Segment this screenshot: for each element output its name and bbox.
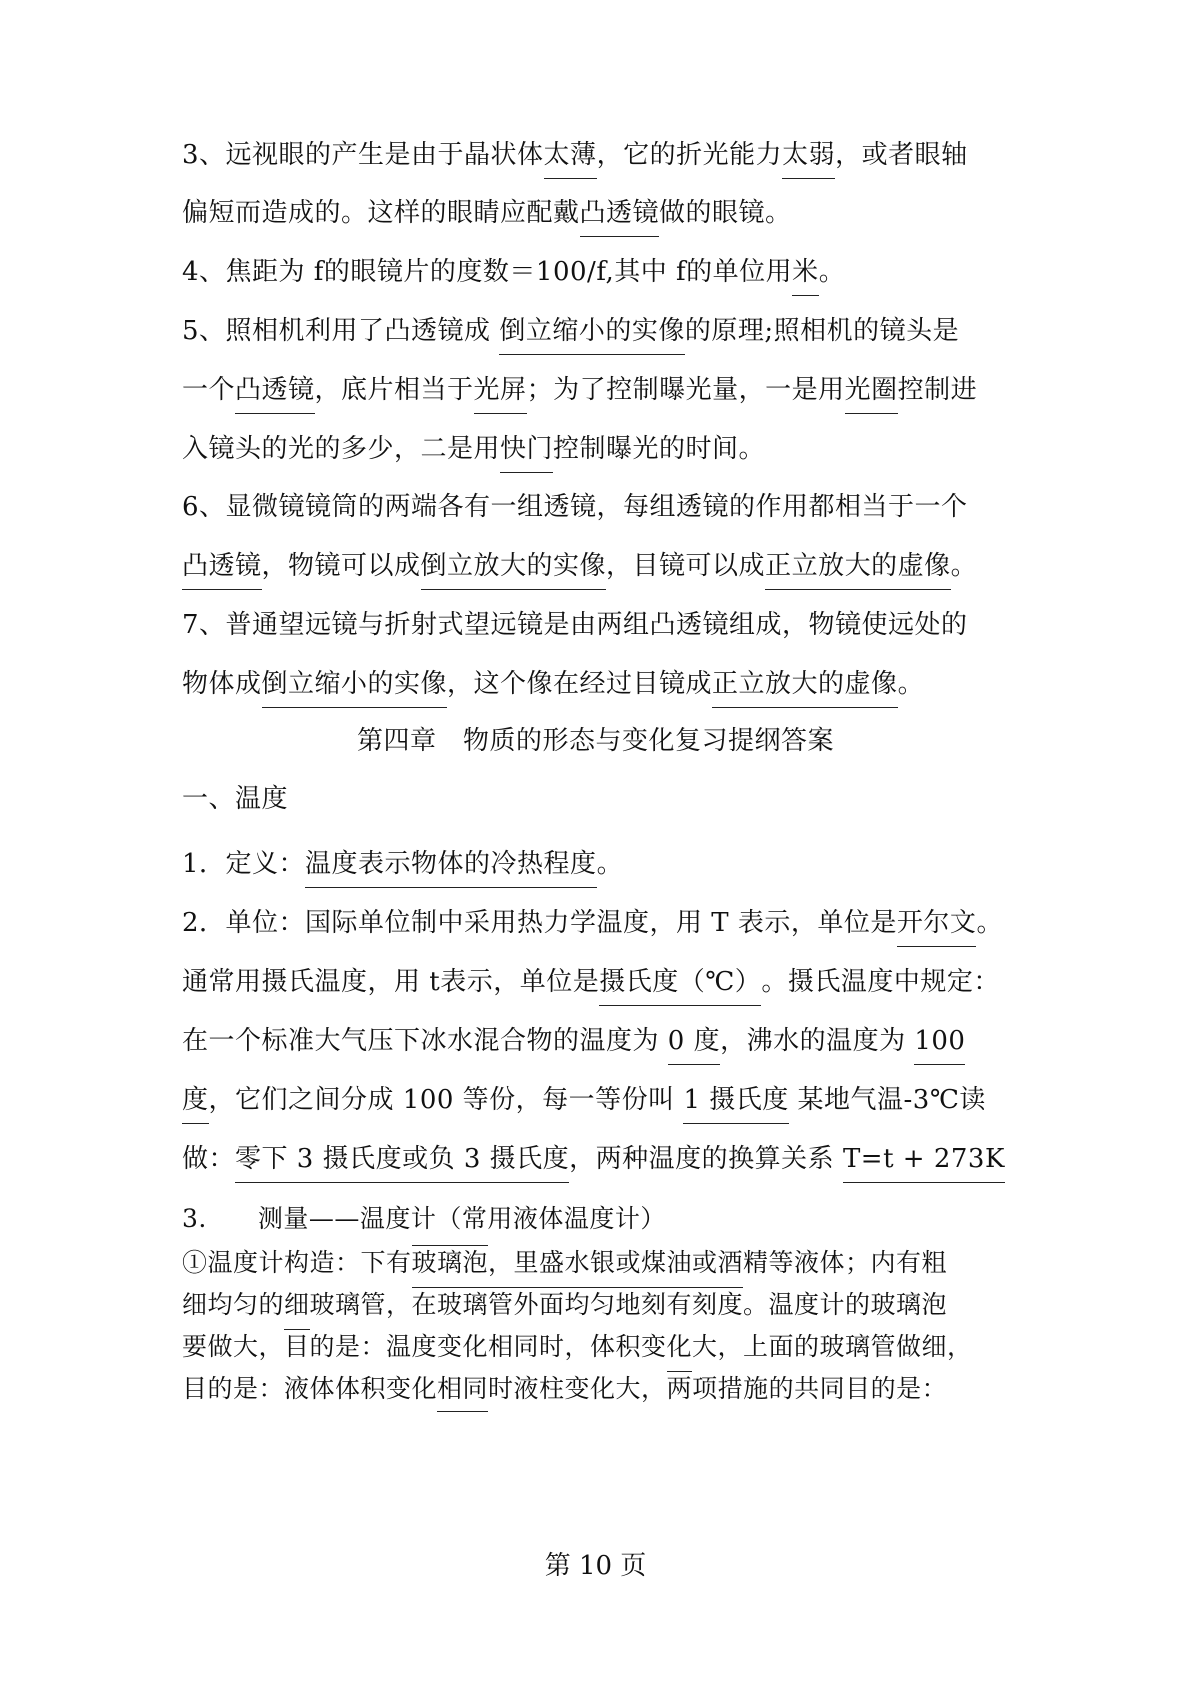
text: ，或者眼轴 — [835, 140, 968, 170]
text: ，两种温度的换算关系 — [569, 1144, 843, 1174]
thermometer-line-4 — [182, 1371, 947, 1412]
answer-blank: 倒立缩小的实像 — [262, 667, 448, 708]
overlined-text: 玻璃泡 — [412, 1245, 489, 1279]
answer-blank: 光屏 — [474, 373, 527, 414]
text: 要做大， — [182, 1332, 285, 1361]
text: ；为了控制曝光量，一是用 — [526, 375, 845, 405]
overlined-text: 均匀地刻有刻度 — [565, 1287, 744, 1321]
answer-blank: 凸透镜 — [235, 373, 315, 414]
section-heading: 一、温度 — [182, 784, 289, 814]
answer-blank: 凸透镜 — [182, 549, 262, 590]
unit-line-2 — [182, 965, 1000, 1006]
text: 5、照相机利用了凸透镜成 — [182, 316, 500, 346]
text: 细均匀的细玻璃管， — [182, 1290, 412, 1319]
answer-blank: 太弱 — [782, 138, 835, 179]
answer-blank: 开尔文 — [897, 906, 977, 947]
thermometer-line-1 — [182, 1245, 947, 1279]
answer-blank: 太薄 — [544, 138, 597, 179]
item-5-line-1 — [182, 314, 959, 355]
measure-heading: 3. 测量——温度计（常用液体温度计） — [182, 1204, 666, 1233]
overlined-text: 目 — [284, 1329, 310, 1363]
text: 。 — [897, 669, 925, 699]
unit-line-1 — [182, 906, 1003, 947]
text: ①温度计构造：下有 — [182, 1248, 412, 1277]
answer-blank: 倒立放大的实像 — [421, 549, 607, 590]
answer-blank: 0 度 — [668, 1024, 720, 1065]
item-6-line-2 — [182, 549, 977, 590]
item-7-line-2 — [182, 667, 924, 708]
text: 时液柱变化大， — [488, 1374, 667, 1403]
item-4-line — [182, 255, 845, 296]
overlined-text: 在玻璃管外面 — [412, 1287, 565, 1321]
text: ，沸水的温度为 — [720, 1026, 915, 1056]
item-5-line-3 — [182, 432, 765, 473]
text: 。 — [596, 849, 624, 879]
text: 目的是：液体体积变化 — [182, 1374, 438, 1403]
text: 6、显微镜镜筒的两端各有一组透镜，每组透镜的作用都相当于一个 — [182, 492, 968, 522]
text: 控制进 — [897, 375, 978, 405]
text: ，目镜可以成 — [606, 551, 766, 581]
answer-blank: 度 — [182, 1083, 209, 1124]
text: ，这个像在经过目镜成 — [447, 669, 713, 699]
text: ，物镜可以成 — [261, 551, 421, 581]
text: ，它的折光能力 — [596, 140, 783, 170]
text: 。 — [950, 551, 978, 581]
text: ，它们之间分成 100 等份，每一等份叫 — [208, 1085, 684, 1115]
overlined-text: 两 — [667, 1371, 693, 1405]
answer-blank: 相同 — [437, 1373, 488, 1412]
definition-line — [182, 847, 623, 888]
page-number: 第 10 页 — [544, 1551, 647, 1581]
chapter-title: 第四章 物质的形态与变化复习提纲答案 — [356, 726, 834, 756]
text: 项措施的共同目的是： — [692, 1374, 948, 1403]
answer-blank: 零下 3 摄氏度或负 3 摄氏度 — [235, 1142, 569, 1183]
text: 。温度计的玻璃泡 — [743, 1290, 948, 1319]
text: 某地气温-3℃读 — [788, 1085, 986, 1115]
item-6-line-1 — [182, 490, 968, 524]
item-3-line-1 — [182, 138, 968, 179]
text: 入镜头的光的多少，二是用 — [182, 434, 501, 464]
answer-blank: 倒立缩小的实像 — [499, 314, 685, 355]
text: 做的眼镜。 — [659, 198, 792, 228]
text: 一个 — [182, 375, 236, 405]
text: 1．定义： — [182, 849, 306, 879]
answer-blank: 米 — [792, 255, 819, 296]
text: 。摄氏温度中规定： — [761, 967, 1000, 997]
answer-blank: 摄氏度（℃） — [599, 965, 761, 1006]
text: 4、焦距为 f的眼镜片的度数＝100/f,其中 f的单位用 — [182, 257, 793, 287]
text: 7、普通望远镜与折射式望远镜是由两组凸透镜组成，物镜使远处的 — [182, 610, 968, 640]
item-5-line-2 — [182, 373, 977, 414]
item-7-line-1 — [182, 608, 968, 642]
text: 3、远视眼的产生是由于晶状体 — [182, 140, 544, 170]
unit-line-3 — [182, 1024, 965, 1065]
text: 。 — [976, 908, 1003, 938]
text: 控制曝光的时间。 — [553, 434, 766, 464]
answer-blank: 温度表示物体的冷热程度 — [305, 847, 597, 888]
text: 的原理;照相机的镜头是 — [684, 316, 960, 346]
thermometer-line-2 — [182, 1287, 947, 1321]
text: 。 — [818, 257, 846, 287]
text: 在一个标准大气压下冰水混合物的温度为 — [182, 1026, 668, 1056]
text: 2．单位：国际单位制中采用热力学温度，用 T 表示，单位是 — [182, 908, 897, 938]
text: 偏短而造成的。这样的眼睛应配戴 — [182, 198, 580, 228]
unit-line-5 — [182, 1142, 1005, 1183]
answer-blank: T=t + 273K — [843, 1142, 1005, 1183]
text: ，底片相当于 — [314, 375, 474, 405]
answer-blank: 凸透镜 — [580, 196, 660, 237]
answer-blank: 正立放大的虚像 — [712, 667, 898, 708]
answer-blank: 1 摄氏度 — [683, 1083, 788, 1124]
text: ，里盛水银或煤油或酒精等液体；内有粗 — [488, 1248, 948, 1277]
text: 做： — [182, 1144, 236, 1174]
unit-line-4 — [182, 1083, 986, 1124]
answer-blank: 光圈 — [845, 373, 898, 414]
text: 通常用摄氏温度，用 t表示，单位是 — [182, 967, 600, 997]
text: 的是：温度变化相同时，体积变化大，上面的玻璃管做细， — [309, 1332, 973, 1361]
answer-blank: 正立放大的虚像 — [765, 549, 951, 590]
answer-blank: 100 — [914, 1024, 965, 1065]
thermometer-line-3 — [182, 1329, 973, 1363]
answer-blank: 快门 — [500, 432, 553, 473]
text: 物体成 — [182, 669, 262, 699]
item-3-line-2 — [182, 196, 792, 237]
